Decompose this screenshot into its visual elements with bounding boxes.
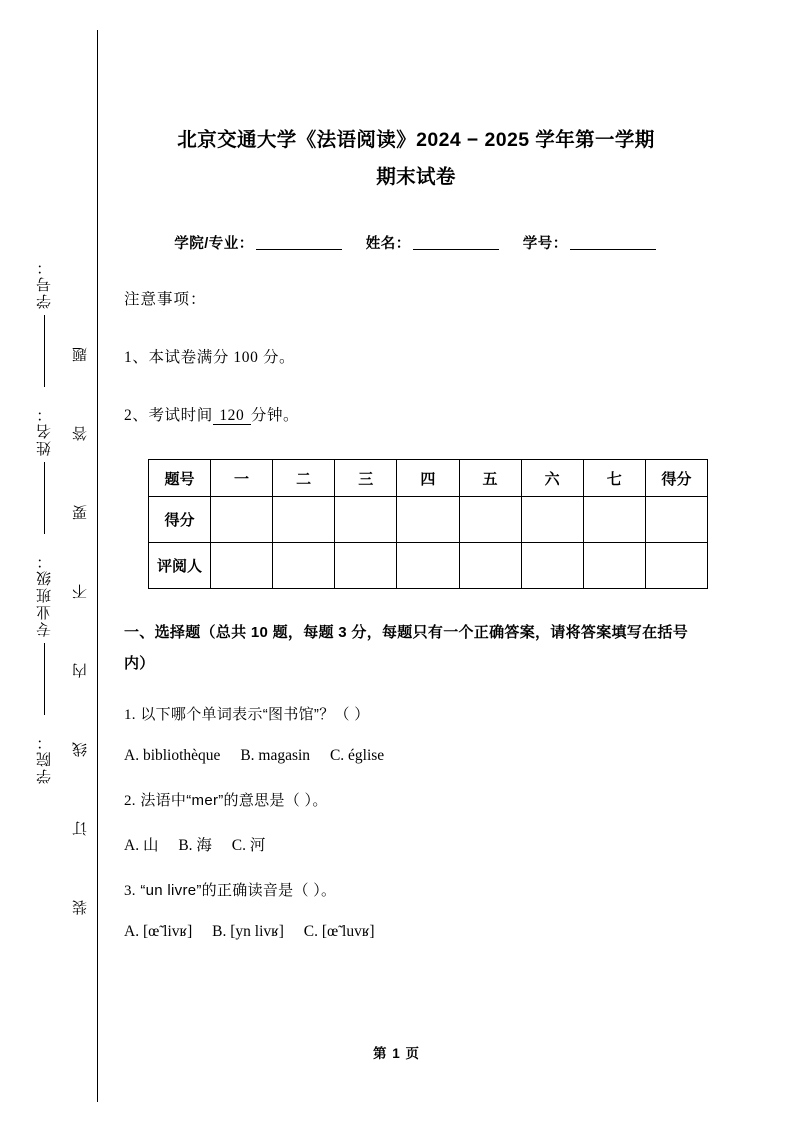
notice-text-suffix: 分钟。	[250, 407, 300, 424]
name-label: 姓名：	[365, 236, 411, 252]
college-major-field[interactable]	[256, 249, 342, 250]
reviewer-cell[interactable]	[459, 543, 521, 589]
student-info-line	[124, 232, 708, 253]
exam-duration-value: 120	[214, 407, 249, 424]
score-cell[interactable]	[397, 497, 459, 543]
reviewer-cell[interactable]	[645, 543, 707, 589]
notice-text: 1、本试卷满分 100 分。	[124, 349, 296, 366]
document-body	[124, 0, 708, 941]
binding-field-rule	[44, 643, 45, 715]
binding-field-rule	[44, 462, 45, 534]
binding-field-label: 姓名：	[35, 405, 53, 456]
reviewer-cell[interactable]	[583, 543, 645, 589]
score-table-row-label: 题号	[149, 460, 211, 497]
question-stem	[124, 879, 708, 900]
question-text: 法语中“mer”的意思是（ ）。	[140, 792, 328, 809]
reviewer-cell[interactable]	[273, 543, 335, 589]
question-options	[124, 833, 708, 855]
score-cell[interactable]	[335, 497, 397, 543]
binding-field-label: 学号：	[35, 258, 53, 309]
score-cell[interactable]	[645, 497, 707, 543]
question-number: 1.	[124, 707, 136, 723]
binding-warning-char: 不	[71, 582, 89, 599]
option-c[interactable]: C. [œ̃ luvʁ]	[303, 923, 375, 940]
exam-title-line1: 北京交通大学《法语阅读》2024 − 2025 学年第一学期	[177, 129, 655, 151]
option-b[interactable]: B. [yn livʁ]	[212, 923, 284, 940]
notice-text: 2、考试时间	[124, 407, 213, 424]
question-options	[124, 923, 708, 941]
score-table-col-header: 一	[211, 460, 273, 497]
binding-warning-char: 题	[71, 345, 89, 362]
option-c[interactable]: C. église	[329, 747, 385, 764]
student-id-field[interactable]	[570, 249, 656, 250]
option-a[interactable]: A. [œ̃ livʁ]	[124, 923, 193, 940]
reviewer-cell[interactable]	[397, 543, 459, 589]
score-cell[interactable]	[521, 497, 583, 543]
binding-field-label: 专业班级：	[35, 552, 53, 637]
binding-warning-char: 装	[71, 898, 89, 915]
notice-heading: 注意事项：	[124, 291, 207, 308]
score-cell[interactable]	[583, 497, 645, 543]
binding-field-rule	[44, 315, 45, 387]
score-table-col-header: 二	[273, 460, 335, 497]
notice-item-2	[124, 403, 708, 425]
question-stem	[124, 703, 708, 724]
page-number-footer: 第 1 页	[372, 1046, 420, 1061]
exam-title-line2: 期末试卷	[376, 166, 456, 188]
score-table-row-label: 评阅人	[149, 543, 211, 589]
score-table-col-header: 七	[583, 460, 645, 497]
binding-warning-char: 订	[71, 819, 89, 836]
reviewer-cell[interactable]	[335, 543, 397, 589]
score-table-col-header: 三	[335, 460, 397, 497]
student-id-label: 学号：	[522, 236, 568, 252]
binding-warning-text	[58, 345, 102, 977]
binding-warning-char: 答	[71, 424, 89, 441]
table-row	[149, 497, 708, 543]
reviewer-cell[interactable]	[211, 543, 273, 589]
score-cell[interactable]	[211, 497, 273, 543]
question-text: 以下哪个单词表示“图书馆”？（ ）	[140, 706, 370, 723]
binding-warning-char: 内	[71, 661, 89, 678]
college-major-label: 学院/专业：	[174, 236, 254, 252]
option-c[interactable]: C. 河	[231, 837, 266, 854]
score-table-col-header: 得分	[645, 460, 707, 497]
binding-warning-char: 线	[71, 740, 89, 757]
question-stem	[124, 789, 708, 810]
option-a[interactable]: A. 山	[124, 837, 159, 854]
question-text: “un livre”的正确读音是（ ）。	[140, 882, 337, 899]
score-table	[148, 459, 708, 589]
score-table-col-header: 五	[459, 460, 521, 497]
reviewer-cell[interactable]	[521, 543, 583, 589]
score-table-col-header: 四	[397, 460, 459, 497]
name-field[interactable]	[413, 249, 499, 250]
option-b[interactable]: B. 海	[178, 837, 212, 854]
score-cell[interactable]	[459, 497, 521, 543]
score-table-row-label: 得分	[149, 497, 211, 543]
question-options	[124, 747, 708, 765]
binding-field-label: 学院：	[35, 733, 53, 784]
option-a[interactable]: A. bibliothèque	[124, 747, 221, 764]
question-number: 2.	[124, 793, 136, 809]
question-number: 3.	[124, 883, 136, 899]
notice-item-1	[124, 345, 708, 367]
option-b[interactable]: B. magasin	[240, 747, 311, 764]
score-cell[interactable]	[273, 497, 335, 543]
score-table-col-header: 六	[521, 460, 583, 497]
table-row	[149, 460, 708, 497]
table-row	[149, 543, 708, 589]
section-heading-1: 一、选择题（总共 10 题，每题 3 分，每题只有一个正确答案，请将答案填写在括号内）	[124, 624, 688, 672]
binding-warning-char: 要	[71, 503, 89, 520]
page-title	[124, 0, 708, 196]
